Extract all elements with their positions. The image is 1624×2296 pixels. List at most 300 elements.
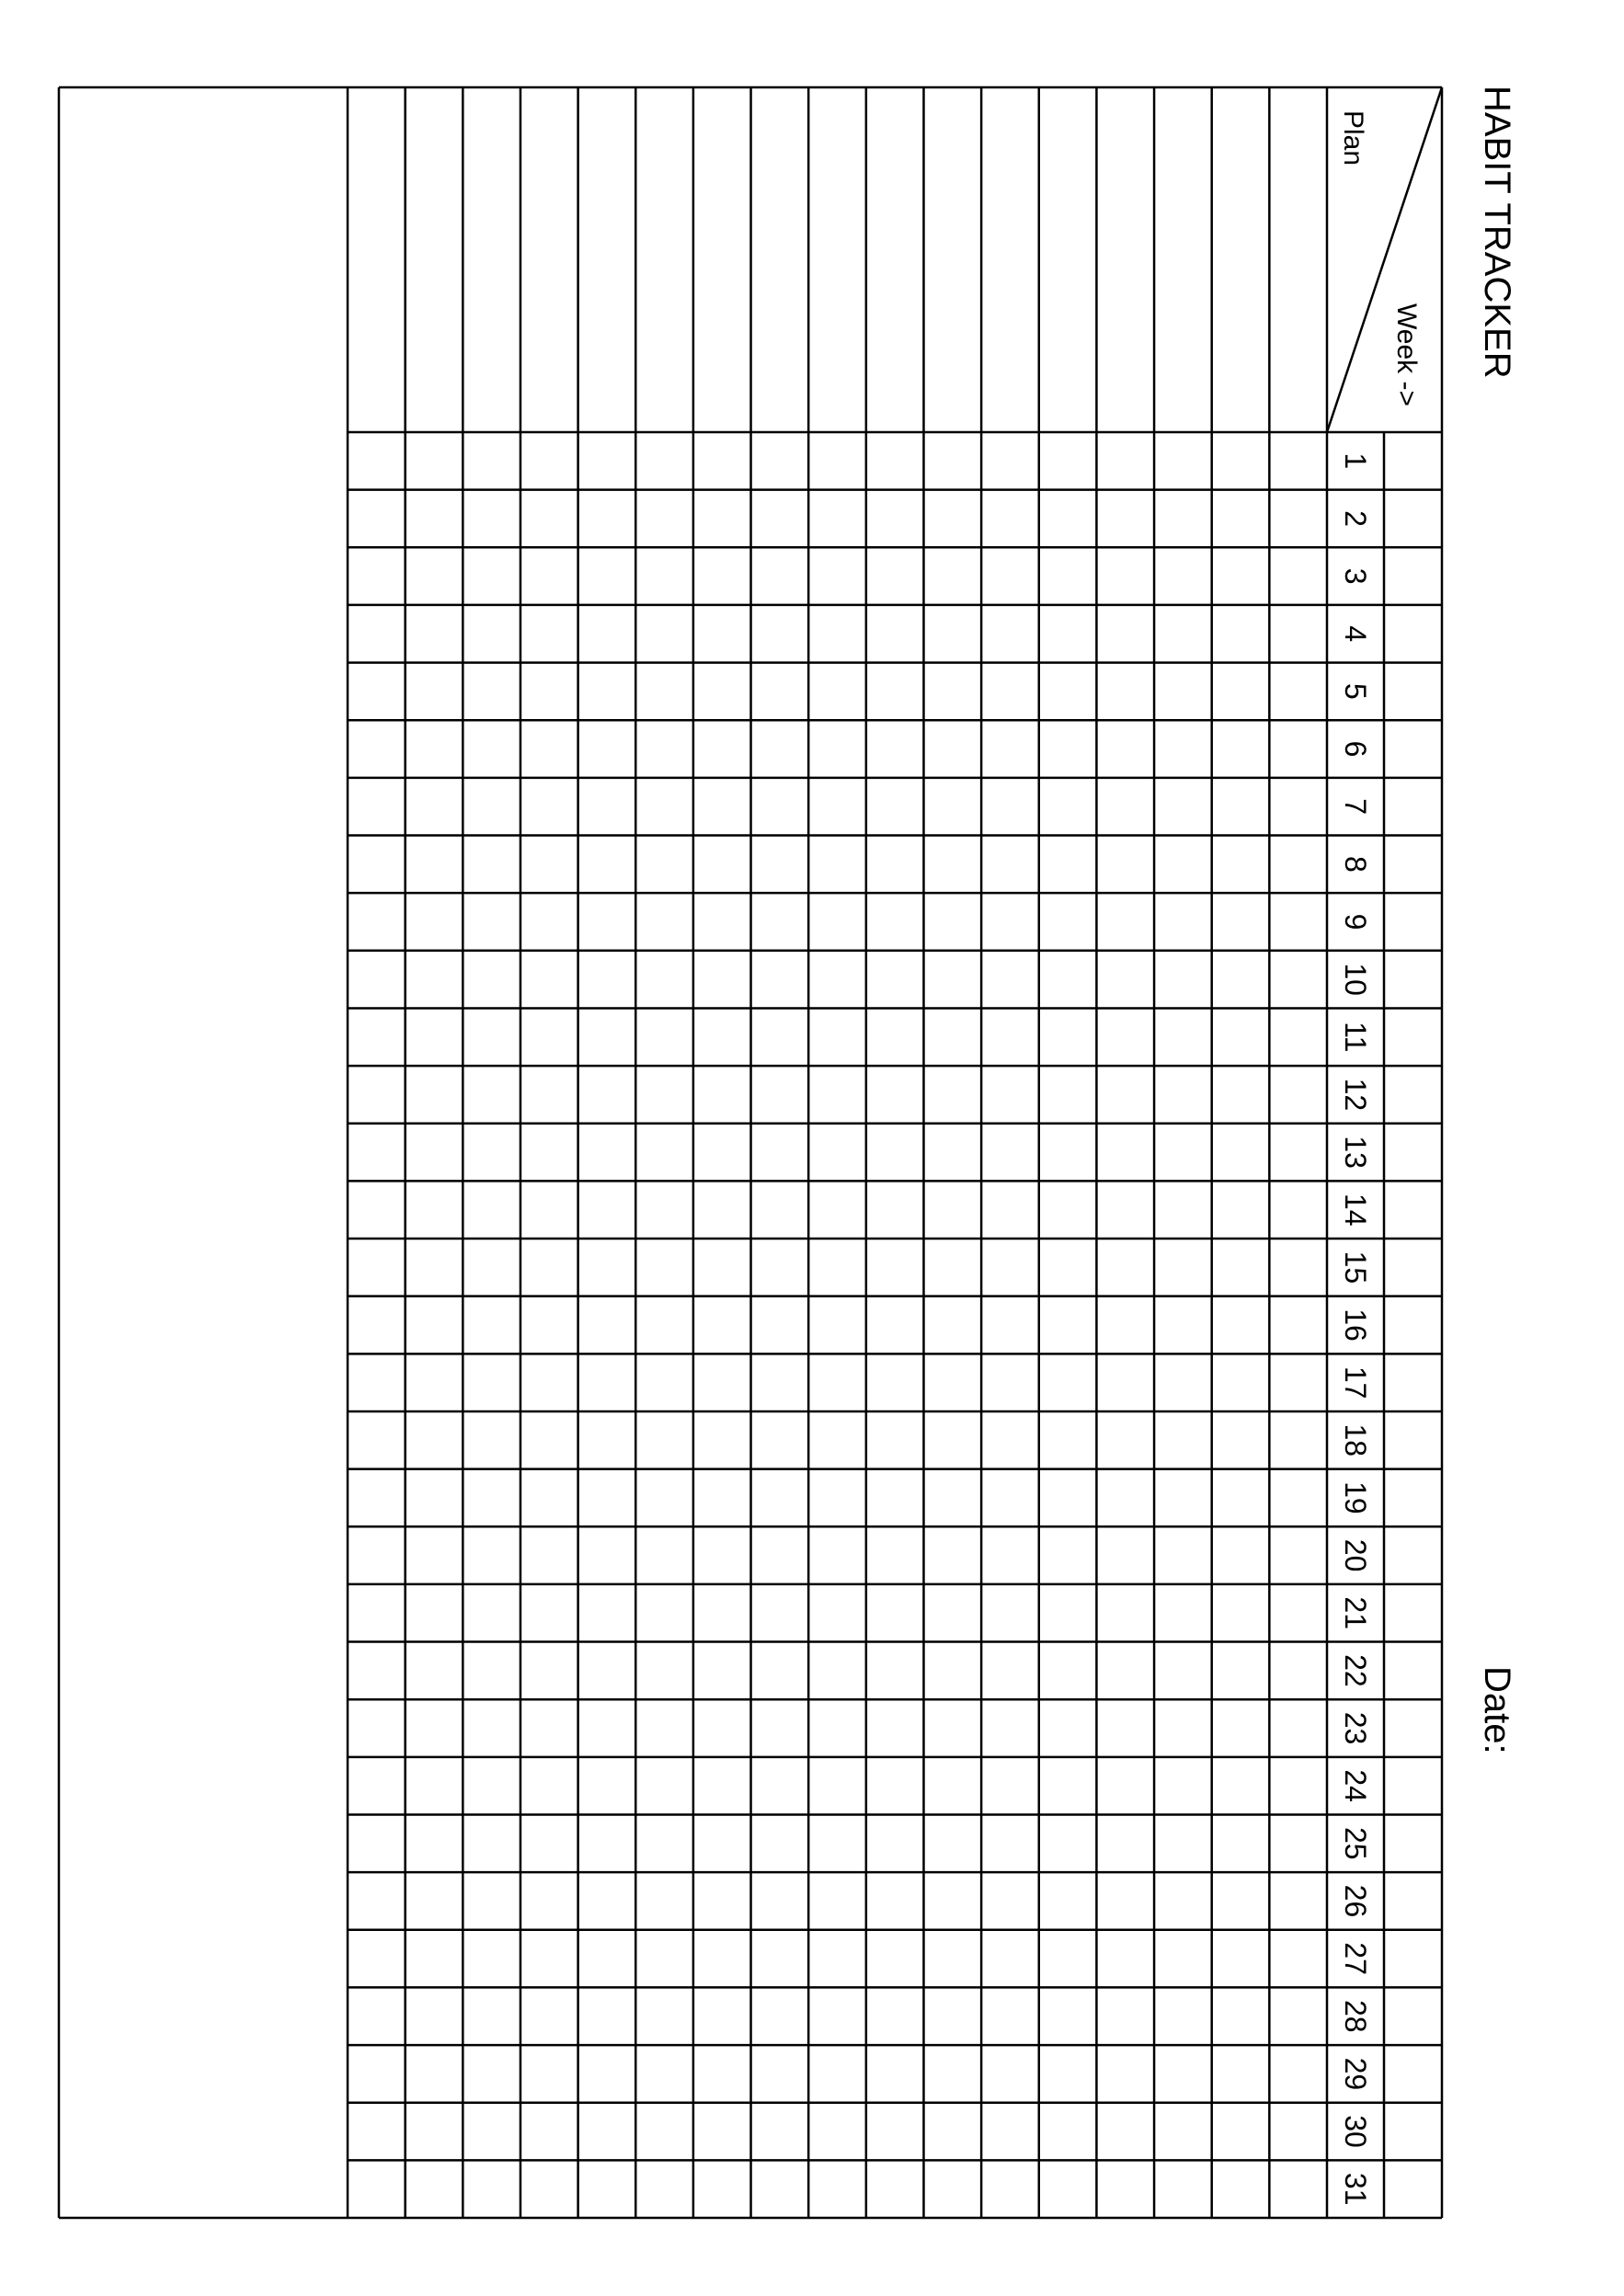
habit-check-cell[interactable] — [1271, 1010, 1325, 1064]
habit-check-cell[interactable] — [580, 1010, 635, 1064]
habit-check-cell[interactable] — [925, 1816, 979, 1870]
habit-check-cell[interactable] — [753, 1182, 807, 1237]
habit-check-cell[interactable] — [1156, 1010, 1210, 1064]
habit-check-cell[interactable] — [1041, 1816, 1095, 1870]
habit-check-cell[interactable] — [1214, 953, 1268, 1007]
habit-check-cell[interactable] — [925, 1989, 979, 2043]
habit-check-cell[interactable] — [349, 1355, 404, 1410]
habit-check-cell[interactable] — [1214, 895, 1268, 949]
habit-check-cell[interactable] — [407, 780, 462, 834]
habit-check-cell[interactable] — [637, 838, 692, 892]
habit-check-cell[interactable] — [522, 665, 577, 719]
habit-check-cell[interactable] — [580, 1240, 635, 1295]
habit-check-cell[interactable] — [1098, 895, 1152, 949]
habit-check-cell[interactable] — [983, 1125, 1037, 1180]
habit-check-cell[interactable] — [1214, 607, 1268, 661]
habit-check-cell[interactable] — [1041, 722, 1095, 776]
habit-check-cell[interactable] — [695, 780, 749, 834]
habit-check-cell[interactable] — [580, 1413, 635, 1468]
habit-check-cell[interactable] — [1271, 1413, 1325, 1468]
habit-check-cell[interactable] — [1271, 1182, 1325, 1237]
habit-check-cell[interactable] — [407, 1125, 462, 1180]
habit-check-cell[interactable] — [349, 1528, 404, 1582]
habit-check-cell[interactable] — [925, 2047, 979, 2101]
habit-check-cell[interactable] — [1214, 722, 1268, 776]
habit-check-cell[interactable] — [1271, 1701, 1325, 1755]
habit-check-cell[interactable] — [1214, 1471, 1268, 1525]
habit-check-cell[interactable] — [464, 780, 519, 834]
habit-check-cell[interactable] — [1214, 1586, 1268, 1640]
habit-check-cell[interactable] — [1214, 2047, 1268, 2101]
habit-check-cell[interactable] — [925, 2162, 979, 2216]
habit-check-cell[interactable] — [349, 549, 404, 603]
habit-check-cell[interactable] — [753, 1010, 807, 1064]
habit-check-cell[interactable] — [580, 492, 635, 546]
habit-check-cell[interactable] — [695, 492, 749, 546]
habit-check-cell[interactable] — [695, 549, 749, 603]
habit-check-cell[interactable] — [464, 2105, 519, 2159]
habit-check-cell[interactable] — [983, 549, 1037, 603]
habit-check-cell[interactable] — [407, 1586, 462, 1640]
habit-check-cell[interactable] — [464, 1874, 519, 1928]
habit-check-cell[interactable] — [1271, 953, 1325, 1007]
habit-check-cell[interactable] — [349, 722, 404, 776]
habit-check-cell[interactable] — [1214, 1644, 1268, 1698]
habit-check-cell[interactable] — [637, 2105, 692, 2159]
habit-check-cell[interactable] — [464, 1125, 519, 1180]
habit-check-cell[interactable] — [407, 1298, 462, 1353]
habit-check-cell[interactable] — [522, 1010, 577, 1064]
habit-check-cell[interactable] — [1098, 2162, 1152, 2216]
habit-check-cell[interactable] — [983, 895, 1037, 949]
habit-check-cell[interactable] — [522, 780, 577, 834]
habit-check-cell[interactable] — [407, 1874, 462, 1928]
habit-check-cell[interactable] — [1156, 1298, 1210, 1353]
habit-check-cell[interactable] — [349, 953, 404, 1007]
habit-check-cell[interactable] — [868, 2047, 922, 2101]
habit-check-cell[interactable] — [695, 1816, 749, 1870]
habit-check-cell[interactable] — [983, 1355, 1037, 1410]
habit-check-cell[interactable] — [1098, 1068, 1152, 1122]
habit-check-cell[interactable] — [637, 549, 692, 603]
habit-check-cell[interactable] — [1156, 1355, 1210, 1410]
habit-check-cell[interactable] — [522, 1989, 577, 2043]
habit-check-cell[interactable] — [349, 1298, 404, 1353]
habit-check-cell[interactable] — [1156, 838, 1210, 892]
habit-check-cell[interactable] — [868, 1989, 922, 2043]
habit-check-cell[interactable] — [983, 1759, 1037, 1813]
habit-check-cell[interactable] — [983, 1298, 1037, 1353]
habit-check-cell[interactable] — [753, 1068, 807, 1122]
habit-check-cell[interactable] — [407, 1644, 462, 1698]
habit-check-cell[interactable] — [1214, 1989, 1268, 2043]
habit-check-cell[interactable] — [810, 1471, 864, 1525]
habit-check-cell[interactable] — [868, 1528, 922, 1582]
habit-check-cell[interactable] — [349, 665, 404, 719]
habit-check-cell[interactable] — [1214, 1010, 1268, 1064]
habit-check-cell[interactable] — [580, 1182, 635, 1237]
habit-check-cell[interactable] — [925, 434, 979, 488]
habit-check-cell[interactable] — [1098, 2105, 1152, 2159]
habit-check-cell[interactable] — [753, 1989, 807, 2043]
habit-check-cell[interactable] — [349, 895, 404, 949]
habit-check-cell[interactable] — [695, 1759, 749, 1813]
habit-check-cell[interactable] — [407, 607, 462, 661]
habit-check-cell[interactable] — [1156, 1125, 1210, 1180]
habit-check-cell[interactable] — [1041, 1644, 1095, 1698]
habit-check-cell[interactable] — [407, 549, 462, 603]
habit-check-cell[interactable] — [522, 1701, 577, 1755]
habit-check-cell[interactable] — [695, 2105, 749, 2159]
habit-check-cell[interactable] — [1271, 838, 1325, 892]
habit-check-cell[interactable] — [925, 1068, 979, 1122]
habit-check-cell[interactable] — [407, 1182, 462, 1237]
habit-check-cell[interactable] — [695, 953, 749, 1007]
habit-check-cell[interactable] — [1041, 1528, 1095, 1582]
habit-check-cell[interactable] — [1098, 953, 1152, 1007]
habit-check-cell[interactable] — [753, 1816, 807, 1870]
habit-check-cell[interactable] — [464, 722, 519, 776]
habit-check-cell[interactable] — [1156, 1816, 1210, 1870]
habit-check-cell[interactable] — [1098, 1932, 1152, 1986]
habit-check-cell[interactable] — [1271, 1240, 1325, 1295]
habit-check-cell[interactable] — [464, 607, 519, 661]
habit-check-cell[interactable] — [349, 1586, 404, 1640]
habit-check-cell[interactable] — [810, 2162, 864, 2216]
habit-check-cell[interactable] — [695, 838, 749, 892]
habit-check-cell[interactable] — [637, 1182, 692, 1237]
habit-check-cell[interactable] — [1214, 1528, 1268, 1582]
habit-check-cell[interactable] — [1214, 2105, 1268, 2159]
habit-check-cell[interactable] — [1214, 1125, 1268, 1180]
habit-check-cell[interactable] — [1214, 1182, 1268, 1237]
habit-check-cell[interactable] — [407, 1528, 462, 1582]
habit-check-cell[interactable] — [580, 1816, 635, 1870]
habit-check-cell[interactable] — [637, 2047, 692, 2101]
habit-check-cell[interactable] — [464, 1355, 519, 1410]
habit-check-cell[interactable] — [695, 895, 749, 949]
habit-check-cell[interactable] — [1098, 665, 1152, 719]
habit-check-cell[interactable] — [522, 1932, 577, 1986]
habit-check-cell[interactable] — [810, 1874, 864, 1928]
habit-check-cell[interactable] — [407, 1068, 462, 1122]
habit-check-cell[interactable] — [522, 2162, 577, 2216]
habit-check-cell[interactable] — [349, 838, 404, 892]
habit-check-cell[interactable] — [1041, 549, 1095, 603]
habit-check-cell[interactable] — [1041, 607, 1095, 661]
habit-check-cell[interactable] — [522, 1240, 577, 1295]
habit-check-cell[interactable] — [464, 1759, 519, 1813]
habit-check-cell[interactable] — [1156, 434, 1210, 488]
habit-check-cell[interactable] — [580, 722, 635, 776]
habit-check-cell[interactable] — [925, 1125, 979, 1180]
habit-check-cell[interactable] — [407, 434, 462, 488]
habit-check-cell[interactable] — [868, 1355, 922, 1410]
habit-check-cell[interactable] — [522, 1759, 577, 1813]
habit-check-cell[interactable] — [580, 2047, 635, 2101]
habit-check-cell[interactable] — [637, 434, 692, 488]
habit-check-cell[interactable] — [695, 1068, 749, 1122]
habit-check-cell[interactable] — [810, 1528, 864, 1582]
habit-check-cell[interactable] — [1214, 1701, 1268, 1755]
habit-check-cell[interactable] — [637, 2162, 692, 2216]
habit-check-cell[interactable] — [868, 1298, 922, 1353]
habit-check-cell[interactable] — [1041, 780, 1095, 834]
habit-check-cell[interactable] — [349, 2105, 404, 2159]
habit-check-cell[interactable] — [1041, 895, 1095, 949]
habit-check-cell[interactable] — [1098, 1816, 1152, 1870]
habit-check-cell[interactable] — [983, 1816, 1037, 1870]
habit-check-cell[interactable] — [1041, 665, 1095, 719]
habit-check-cell[interactable] — [1214, 1759, 1268, 1813]
habit-check-cell[interactable] — [464, 1932, 519, 1986]
habit-check-cell[interactable] — [522, 549, 577, 603]
habit-check-cell[interactable] — [637, 1413, 692, 1468]
habit-check-cell[interactable] — [1098, 1586, 1152, 1640]
habit-check-cell[interactable] — [1271, 1298, 1325, 1353]
habit-check-cell[interactable] — [464, 1068, 519, 1122]
habit-check-cell[interactable] — [407, 1355, 462, 1410]
habit-check-cell[interactable] — [1041, 1874, 1095, 1928]
habit-check-cell[interactable] — [407, 722, 462, 776]
habit-check-cell[interactable] — [1156, 607, 1210, 661]
habit-check-cell[interactable] — [1041, 838, 1095, 892]
habit-check-cell[interactable] — [1214, 1240, 1268, 1295]
habit-check-cell[interactable] — [1098, 1182, 1152, 1237]
habit-check-cell[interactable] — [580, 2105, 635, 2159]
habit-check-cell[interactable] — [868, 1644, 922, 1698]
habit-check-cell[interactable] — [1041, 1068, 1095, 1122]
habit-check-cell[interactable] — [1156, 1989, 1210, 2043]
habit-check-cell[interactable] — [925, 1240, 979, 1295]
habit-check-cell[interactable] — [1156, 2105, 1210, 2159]
habit-check-cell[interactable] — [868, 2162, 922, 2216]
habit-check-cell[interactable] — [637, 895, 692, 949]
habit-check-cell[interactable] — [925, 1644, 979, 1698]
habit-check-cell[interactable] — [1041, 1701, 1095, 1755]
habit-check-cell[interactable] — [1271, 1759, 1325, 1813]
habit-check-cell[interactable] — [695, 1874, 749, 1928]
habit-check-cell[interactable] — [1271, 780, 1325, 834]
habit-check-cell[interactable] — [407, 1816, 462, 1870]
habit-check-cell[interactable] — [1214, 1298, 1268, 1353]
habit-check-cell[interactable] — [1156, 1586, 1210, 1640]
habit-check-cell[interactable] — [1271, 434, 1325, 488]
habit-check-cell[interactable] — [925, 1182, 979, 1237]
habit-check-cell[interactable] — [580, 1298, 635, 1353]
habit-check-cell[interactable] — [753, 549, 807, 603]
habit-check-cell[interactable] — [1271, 607, 1325, 661]
habit-check-cell[interactable] — [464, 1644, 519, 1698]
habit-check-cell[interactable] — [1214, 1068, 1268, 1122]
habit-check-cell[interactable] — [464, 434, 519, 488]
habit-check-cell[interactable] — [1271, 1989, 1325, 2043]
habit-check-cell[interactable] — [695, 1989, 749, 2043]
habit-check-cell[interactable] — [1156, 1240, 1210, 1295]
habit-check-cell[interactable] — [810, 1932, 864, 1986]
habit-check-cell[interactable] — [580, 434, 635, 488]
habit-check-cell[interactable] — [1214, 1413, 1268, 1468]
habit-check-cell[interactable] — [810, 607, 864, 661]
habit-check-cell[interactable] — [925, 895, 979, 949]
habit-check-cell[interactable] — [1156, 953, 1210, 1007]
habit-check-cell[interactable] — [349, 1759, 404, 1813]
habit-check-cell[interactable] — [1271, 1125, 1325, 1180]
habit-check-cell[interactable] — [1271, 1586, 1325, 1640]
habit-check-cell[interactable] — [580, 1125, 635, 1180]
habit-check-cell[interactable] — [349, 1932, 404, 1986]
habit-check-cell[interactable] — [868, 1471, 922, 1525]
habit-check-cell[interactable] — [753, 780, 807, 834]
habit-check-cell[interactable] — [464, 1240, 519, 1295]
habit-check-cell[interactable] — [983, 1932, 1037, 1986]
habit-check-cell[interactable] — [1214, 1932, 1268, 1986]
habit-check-cell[interactable] — [1271, 549, 1325, 603]
habit-check-cell[interactable] — [1098, 1528, 1152, 1582]
habit-check-cell[interactable] — [1098, 1298, 1152, 1353]
habit-check-cell[interactable] — [925, 1298, 979, 1353]
habit-check-cell[interactable] — [522, 1586, 577, 1640]
habit-check-cell[interactable] — [810, 434, 864, 488]
habit-check-cell[interactable] — [753, 1874, 807, 1928]
habit-check-cell[interactable] — [695, 1471, 749, 1525]
habit-check-cell[interactable] — [1041, 1355, 1095, 1410]
habit-check-cell[interactable] — [637, 1644, 692, 1698]
habit-check-cell[interactable] — [868, 722, 922, 776]
habit-check-cell[interactable] — [1156, 1528, 1210, 1582]
habit-check-cell[interactable] — [983, 1182, 1037, 1237]
habit-check-cell[interactable] — [637, 722, 692, 776]
habit-check-cell[interactable] — [580, 780, 635, 834]
habit-check-cell[interactable] — [464, 492, 519, 546]
habit-check-cell[interactable] — [407, 1989, 462, 2043]
habit-check-cell[interactable] — [925, 1586, 979, 1640]
habit-check-cell[interactable] — [1271, 2047, 1325, 2101]
habit-check-cell[interactable] — [349, 1182, 404, 1237]
habit-check-cell[interactable] — [1271, 1874, 1325, 1928]
habit-check-cell[interactable] — [1271, 1528, 1325, 1582]
habit-check-cell[interactable] — [753, 1701, 807, 1755]
habit-check-cell[interactable] — [1214, 434, 1268, 488]
habit-check-cell[interactable] — [349, 1125, 404, 1180]
habit-check-cell[interactable] — [1098, 1874, 1152, 1928]
habit-check-cell[interactable] — [753, 2105, 807, 2159]
habit-check-cell[interactable] — [695, 1701, 749, 1755]
habit-check-cell[interactable] — [1156, 1182, 1210, 1237]
habit-check-cell[interactable] — [753, 1413, 807, 1468]
habit-check-cell[interactable] — [983, 492, 1037, 546]
habit-check-cell[interactable] — [464, 2162, 519, 2216]
habit-check-cell[interactable] — [1156, 492, 1210, 546]
habit-check-cell[interactable] — [983, 1240, 1037, 1295]
habit-check-cell[interactable] — [464, 895, 519, 949]
habit-check-cell[interactable] — [868, 1182, 922, 1237]
habit-check-cell[interactable] — [695, 1010, 749, 1064]
habit-check-cell[interactable] — [1041, 1298, 1095, 1353]
habit-check-cell[interactable] — [464, 549, 519, 603]
habit-check-cell[interactable] — [580, 665, 635, 719]
habit-check-cell[interactable] — [868, 549, 922, 603]
habit-check-cell[interactable] — [868, 607, 922, 661]
habit-check-cell[interactable] — [637, 1240, 692, 1295]
habit-check-cell[interactable] — [1098, 1010, 1152, 1064]
habit-check-cell[interactable] — [983, 1010, 1037, 1064]
habit-check-cell[interactable] — [349, 1701, 404, 1755]
habit-check-cell[interactable] — [1271, 1471, 1325, 1525]
habit-check-cell[interactable] — [925, 665, 979, 719]
habit-check-cell[interactable] — [349, 780, 404, 834]
habit-check-cell[interactable] — [695, 1586, 749, 1640]
habit-check-cell[interactable] — [1271, 1644, 1325, 1698]
habit-check-cell[interactable] — [1041, 1125, 1095, 1180]
habit-check-cell[interactable] — [637, 953, 692, 1007]
habit-check-cell[interactable] — [810, 1586, 864, 1640]
habit-check-cell[interactable] — [407, 1413, 462, 1468]
habit-check-cell[interactable] — [753, 1644, 807, 1698]
habit-check-cell[interactable] — [407, 838, 462, 892]
habit-check-cell[interactable] — [868, 2105, 922, 2159]
habit-check-cell[interactable] — [1041, 2162, 1095, 2216]
habit-check-cell[interactable] — [1271, 2162, 1325, 2216]
habit-check-cell[interactable] — [1156, 549, 1210, 603]
habit-check-cell[interactable] — [695, 607, 749, 661]
habit-check-cell[interactable] — [868, 953, 922, 1007]
habit-check-cell[interactable] — [983, 838, 1037, 892]
habit-check-cell[interactable] — [753, 1471, 807, 1525]
habit-check-cell[interactable] — [637, 1932, 692, 1986]
habit-check-cell[interactable] — [983, 1644, 1037, 1698]
habit-check-cell[interactable] — [1098, 434, 1152, 488]
habit-check-cell[interactable] — [1041, 1471, 1095, 1525]
habit-check-cell[interactable] — [983, 2047, 1037, 2101]
habit-check-cell[interactable] — [983, 607, 1037, 661]
habit-check-cell[interactable] — [925, 953, 979, 1007]
habit-check-cell[interactable] — [753, 722, 807, 776]
habit-check-cell[interactable] — [637, 1701, 692, 1755]
habit-check-cell[interactable] — [407, 1932, 462, 1986]
habit-check-cell[interactable] — [983, 1586, 1037, 1640]
habit-check-cell[interactable] — [349, 2162, 404, 2216]
habit-check-cell[interactable] — [1156, 1701, 1210, 1755]
habit-check-cell[interactable] — [407, 2047, 462, 2101]
habit-check-cell[interactable] — [810, 1010, 864, 1064]
habit-check-cell[interactable] — [522, 2105, 577, 2159]
habit-check-cell[interactable] — [868, 1759, 922, 1813]
habit-check-cell[interactable] — [1271, 1355, 1325, 1410]
habit-check-cell[interactable] — [810, 1759, 864, 1813]
habit-check-cell[interactable] — [522, 1355, 577, 1410]
habit-check-cell[interactable] — [522, 1125, 577, 1180]
habit-check-cell[interactable] — [464, 838, 519, 892]
habit-check-cell[interactable] — [1271, 1932, 1325, 1986]
habit-check-cell[interactable] — [868, 1701, 922, 1755]
habit-check-cell[interactable] — [695, 434, 749, 488]
habit-check-cell[interactable] — [349, 1989, 404, 2043]
habit-check-cell[interactable] — [522, 434, 577, 488]
habit-check-cell[interactable] — [695, 1644, 749, 1698]
habit-check-cell[interactable] — [753, 2162, 807, 2216]
habit-check-cell[interactable] — [925, 2105, 979, 2159]
habit-check-cell[interactable] — [810, 2047, 864, 2101]
habit-check-cell[interactable] — [407, 492, 462, 546]
habit-check-cell[interactable] — [580, 1586, 635, 1640]
habit-check-cell[interactable] — [637, 1298, 692, 1353]
habit-check-cell[interactable] — [522, 492, 577, 546]
habit-check-cell[interactable] — [695, 1298, 749, 1353]
habit-check-cell[interactable] — [349, 1874, 404, 1928]
habit-check-cell[interactable] — [925, 1932, 979, 1986]
habit-check-cell[interactable] — [695, 722, 749, 776]
